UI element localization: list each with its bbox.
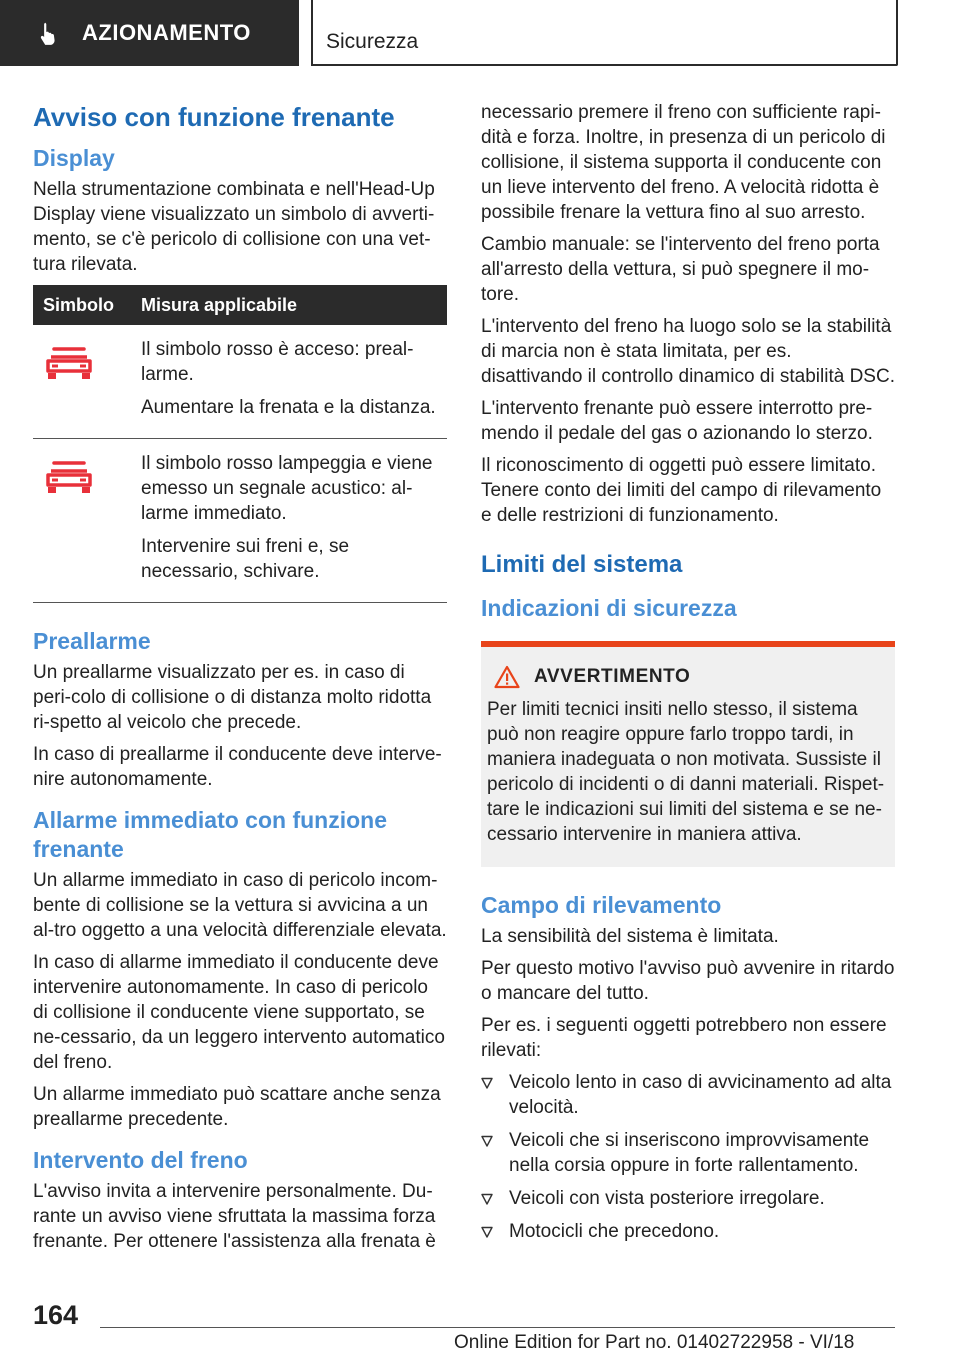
footer-divider (100, 1327, 895, 1328)
limiti-heading: Limiti del sistema (481, 551, 683, 578)
allarme-text-1: Un allarme immediato in caso di pericolo incom-bente di collisione se la vettura si avvicina a un al-tro oggetto a una velocità differenziale elevata. (33, 870, 447, 941)
symbol-table (33, 285, 447, 603)
page-title: Avviso con funzione frenante (33, 102, 395, 132)
section-tab (0, 0, 299, 66)
list-item-text: Veicoli che si inseriscono improvvisamente nella corsia oppure in forte rallentamento. (509, 1130, 870, 1176)
intervento-text-3: Cambio manuale: se l'intervento del freno porta all'arresto della vettura, si può spegnere il mo-tore. (481, 234, 880, 305)
campo-text-3: Per es. i seguenti oggetti potrebbero non essere rilevati: (481, 1015, 887, 1061)
intervento-text-2: necessario premere il freno con sufficiente rapi-dità e forza. Inoltre, in presenza di un pericolo di collisione, il sistema supporta il conducente con un lieve intervento del freno. A velocità ridotta è possibile frenare la vettura fino al suo arresto. (481, 102, 886, 223)
warning-text: Per limiti tecnici insiti nello stesso, il sistema può non reagire oppure farlo troppo tardi, in maniera inadeguata o non motivata. Sussiste il pericolo di incidenti o di danni materiali. Rispet-tare le indicazioni sui limiti del sistema e se ne-cessario intervenire in maniera attiva. (487, 699, 885, 845)
page-number: 164 (33, 1300, 79, 1330)
warning-header (494, 665, 885, 689)
preallarme-text-1: Un preallarme visualizzato per es. in caso di peri-colo di collisione o di distanza molto ridotta ri-spetto al veicolo che precede. (33, 662, 432, 733)
list-item (481, 1128, 895, 1178)
measure-line: Il simbolo rosso lampeggia e viene emesso un segnale acustico: al-larme immediato. (141, 453, 433, 524)
table-cell-measure (141, 439, 447, 603)
right-column (481, 100, 895, 1252)
table-row (33, 325, 447, 439)
measure-line: Aumentare la frenata e la distanza. (141, 397, 436, 418)
measure-line: Intervenire sui freni e, se necessario, schivare. (141, 536, 350, 582)
warning-box (481, 641, 895, 867)
left-column (33, 100, 447, 1261)
list-item-text: Veicoli con vista posteriore irregolare. (509, 1188, 825, 1209)
subsection-frame (311, 0, 898, 66)
table-cell-icon (33, 325, 141, 439)
campo-text-2: Per questo motivo l'avviso può avvenire in ritardo o mancare del tutto. (481, 958, 895, 1004)
objects-list (481, 1070, 895, 1244)
display-heading: Display (33, 145, 115, 171)
indicazioni-heading: Indicazioni di sicurezza (481, 595, 737, 621)
preallarme-heading: Preallarme (33, 628, 151, 654)
table-header-measure: Misura applicabile (141, 285, 447, 325)
campo-text-1: La sensibilità del sistema è limitata. (481, 926, 779, 947)
intervento-text-1: L'avviso invita a intervenire personalmente. Du-rante un avviso viene sfruttata la massima forza frenante. Per ottenere l'assistenza alla frenata è (33, 1181, 436, 1252)
warning-title: AVVERTIMENTO (534, 666, 691, 687)
car-front-warning-icon (43, 461, 95, 495)
intervento-heading: Intervento del freno (33, 1147, 248, 1173)
footer-edition: Online Edition for Part no. 01402722958 - VI/18 (454, 1332, 855, 1353)
section-label: AZIONAMENTO (82, 20, 251, 45)
list-item (481, 1070, 895, 1120)
campo-heading: Campo di rilevamento (481, 892, 722, 918)
list-item (481, 1219, 895, 1244)
triangle-bullet-icon (481, 1193, 493, 1205)
table-row (33, 439, 447, 603)
table-header-symbol: Simbolo (33, 285, 141, 325)
table-cell-icon (33, 439, 141, 603)
allarme-text-2: In caso di allarme immediato il conducente deve intervenire autonomamente. In caso di pericolo di collisione il conducente viene supportato, se ne-cessario, da un leggero intervento automatico del freno. (33, 952, 445, 1073)
subsection-label: Sicurezza (326, 30, 419, 53)
intervento-text-4: L'intervento del freno ha luogo solo se la stabilità di marcia non è stata limitata, per es. disattivando il controllo dinamico di stabilità DSC. (481, 316, 895, 387)
measure-line: Il simbolo rosso è acceso: preal-larme. (141, 339, 414, 385)
allarme-heading: Allarme immediato con funzione frenante (33, 807, 387, 862)
intervento-text-5: L'intervento frenante può essere interrotto pre-mendo il pedale del gas o azionando lo sterzo. (481, 398, 873, 444)
hand-pointer-icon (36, 20, 62, 46)
allarme-text-3: Un allarme immediato può scattare anche senza preallarme precedente. (33, 1084, 441, 1130)
list-item (481, 1186, 895, 1211)
triangle-bullet-icon (481, 1226, 493, 1238)
warning-triangle-icon (494, 665, 520, 689)
triangle-bullet-icon (481, 1135, 493, 1147)
preallarme-text-2: In caso di preallarme il conducente deve interve-nire autonomamente. (33, 744, 442, 790)
table-cell-measure (141, 325, 447, 439)
list-item-text: Motocicli che precedono. (509, 1221, 720, 1242)
table-header-row (33, 285, 447, 325)
triangle-bullet-icon (481, 1077, 493, 1089)
display-text: Nella strumentazione combinata e nell'Head-Up Display viene visualizzato un simbolo di avverti-mento, se c'è pericolo di collisione con una vet-tura rilevata. (33, 179, 435, 275)
intervento-text-6: Il riconoscimento di oggetti può essere limitato. Tenere conto dei limiti del campo di rilevamento e delle restrizioni di funzionamento. (481, 455, 882, 526)
list-item-text: Veicolo lento in caso di avvicinamento ad alta velocità. (509, 1072, 892, 1118)
car-front-warning-icon (43, 347, 95, 381)
